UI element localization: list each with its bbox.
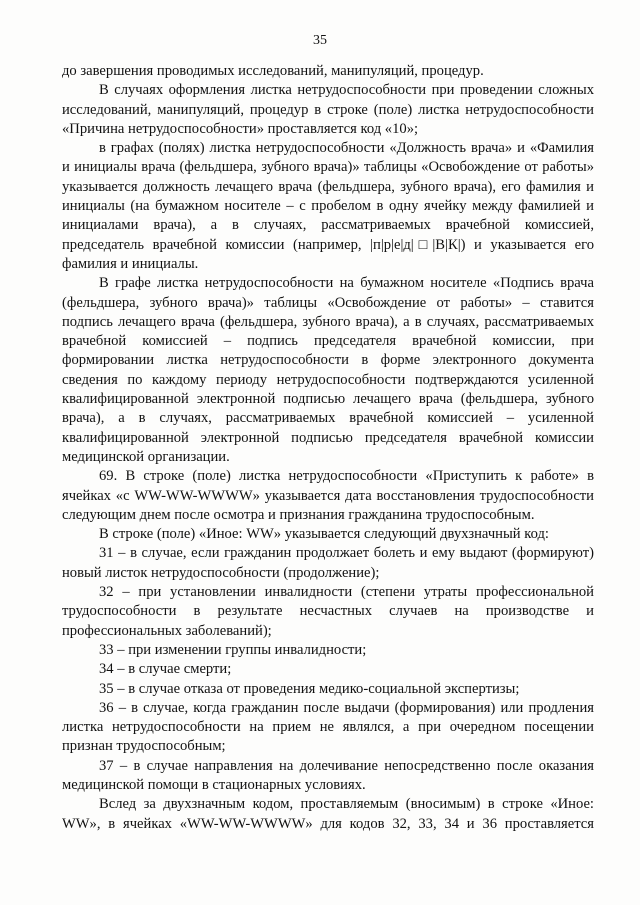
paragraph-continuation: до завершения проводимых исследований, манипуляций, процедур.: [62, 63, 484, 79]
paragraph-code-37: 37 – в случае направления на долечивание непосредственно после оказания медицинской помощи в стационарных условиях.: [62, 757, 594, 793]
paragraph-code-33: 33 – при изменении группы инвалидности;: [99, 641, 367, 658]
paragraph-code-35: 35 – в случае отказа от проведения медико-социальной экспертизы;: [99, 680, 520, 697]
paragraph-other-code: В строке (поле) «Иное: WW» указывается следующий двухзначный код:: [99, 526, 549, 543]
paragraph-doctor-signature: В графе листка нетрудоспособности на бумажном носителе «Подпись врача (фельдшера, зубного врача)» таблицы «Освобождение от работы» – ставится подпись лечащего врача (фельдшера, зубного врача), а в случаях, рассматриваемых врачебной комиссией – подпись председателя врачебной комиссии, при формировании листка нетрудоспособности в форме электронного документа сведения по каждому периоду нетрудоспособности подтверждаются усиленной квалифицированной электронной подписью лечащего врача (фельдшера, зубного врача), а в случаях, рассматриваемых врачебной комиссией – усиленной квалифицированной электронной подписью председателя врачебной комиссии медицинской организации.: [62, 275, 594, 465]
paragraph-item-69: 69. В строке (поле) листка нетрудоспособности «Приступить к работе» в ячейках «с WW-WW-WWWW» указывается дата восстановления трудоспособности следующим днем после осмотра и признания гражданина трудоспособным.: [62, 468, 594, 523]
paragraph-code-10: В случаях оформления листка нетрудоспособности при проведении сложных исследований, манипуляций, процедур в строке (поле) листка нетрудоспособности «Причина нетрудоспособности» проставляется код «10»;: [62, 82, 594, 137]
document-body: [62, 62, 594, 834]
page-number: 35: [313, 33, 327, 48]
paragraph-code-31: 31 – в случае, если гражданин продолжает болеть и ему выдают (формируют) новый листок нетрудоспособности (продолжение);: [62, 545, 594, 581]
paragraph-after-code: Вслед за двухзначным кодом, проставляемым (вносимым) в строке «Иное: WW», в ячейках «WW-WW-WWWW» для кодов 32, 33, 34 и 36 проставляется: [62, 796, 594, 832]
paragraph-doctor-position: в графах (полях) листка нетрудоспособности «Должность врача» и «Фамилия и инициалы врача (фельдшера, зубного врача)» таблицы «Освобождение от работы» указывается должность лечащего врача (фельдшера, зубного врача), его фамилия и инициалы (на бумажном носителе – с пробелом в одну ячейку между фамилией и инициалами врача), а в случаях, рассматриваемых врачебной комиссией, председатель врачебной комиссии (например, |п|р|е|д|□|В|К|) и указывается его фамилия и инициалы.: [62, 140, 594, 272]
paragraph-code-34: 34 – в случае смерти;: [99, 661, 232, 678]
paragraph-code-36: 36 – в случае, когда гражданин после выдачи (формирования) или продления листка нетрудоспособности на прием не являлся, а при очередном посещении признан трудоспособным;: [62, 699, 594, 755]
paragraph-code-32: 32 – при установлении инвалидности (степени утраты профессиональной трудоспособности в результате несчастных случаев на производстве и профессиональных заболеваний);: [62, 584, 594, 639]
